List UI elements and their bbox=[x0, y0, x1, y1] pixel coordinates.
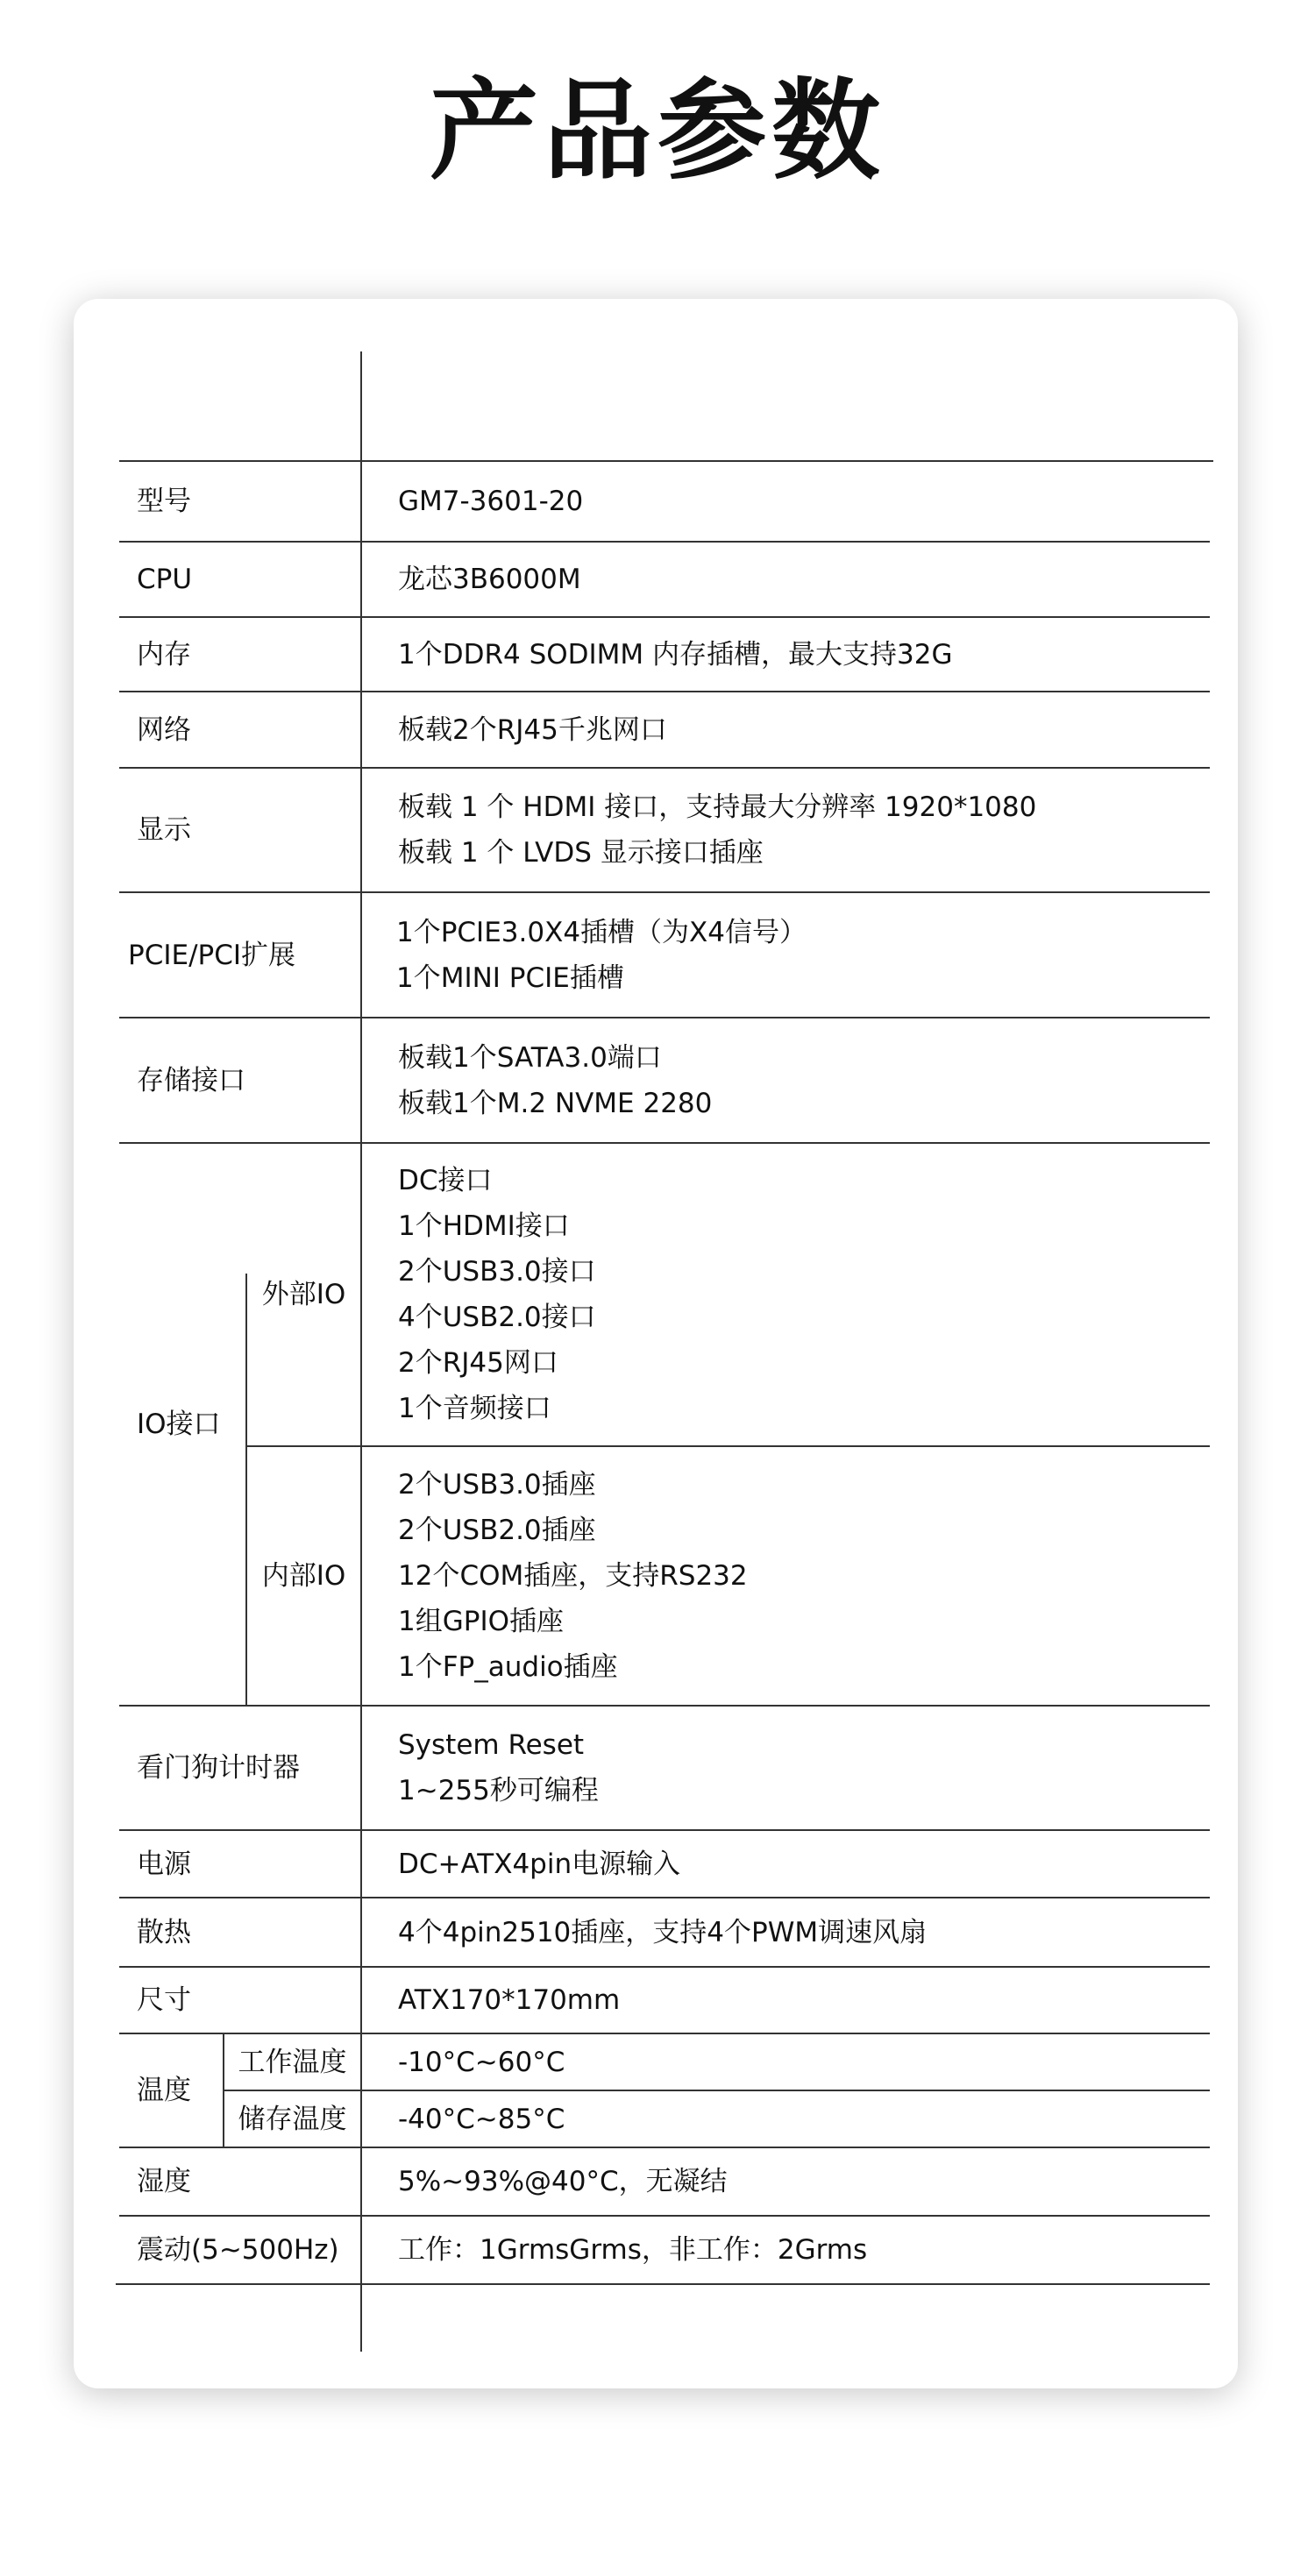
row-vibration-value: 工作：1GrmsGrms，非工作：2Grms bbox=[398, 2234, 868, 2266]
io-external-line: 4个USB2.0接口 bbox=[398, 1302, 596, 1333]
row-size-value: ATX170*170mm bbox=[398, 1984, 621, 2016]
io-external-line: DC接口 bbox=[398, 1165, 493, 1196]
row-humidity-value: 5%~93%@40°C，无凝结 bbox=[398, 2166, 728, 2197]
row-network-label: 网络 bbox=[137, 713, 191, 746]
io-external-line: 1个HDMI接口 bbox=[398, 1210, 570, 1242]
row-power-label: 电源 bbox=[137, 1848, 191, 1880]
row-display-label: 显示 bbox=[137, 814, 191, 846]
io-internal-line: 1个FP_audio插座 bbox=[398, 1651, 618, 1683]
pcie-line: 1个PCIE3.0X4插槽（为X4信号） bbox=[396, 916, 807, 948]
row-model-value: GM7-3601-20 bbox=[398, 486, 584, 517]
page-title: 产品参数 bbox=[429, 68, 885, 195]
row-cooling-label: 散热 bbox=[137, 1916, 191, 1948]
row-size-label: 尺寸 bbox=[137, 1984, 191, 2016]
row-io-internal-label: 内部IO bbox=[261, 1560, 346, 1592]
row-watchdog-label: 看门狗计时器 bbox=[137, 1752, 300, 1784]
row-watchdog-value bbox=[398, 1706, 1205, 1830]
row-temperature-storage-value: -40°C~85°C bbox=[398, 2103, 565, 2135]
row-temperature-operating-value: -10°C~60°C bbox=[398, 2046, 565, 2078]
row-cpu-label: CPU bbox=[137, 564, 193, 595]
watchdog-line: System Reset bbox=[398, 1729, 585, 1761]
row-pcie-label: PCIE/PCI扩展 bbox=[128, 939, 295, 971]
row-temperature-label: 温度 bbox=[137, 2075, 191, 2106]
row-humidity-label: 湿度 bbox=[137, 2166, 191, 2197]
display-line: 板载 1 个 LVDS 显示接口插座 bbox=[398, 837, 764, 869]
row-memory-label: 内存 bbox=[137, 638, 191, 671]
row-memory-value: 1个DDR4 SODIMM 内存插槽，最大支持32G bbox=[398, 638, 953, 671]
row-io-external-label: 外部IO bbox=[261, 1279, 346, 1310]
storage-line: 板载1个M.2 NVME 2280 bbox=[398, 1087, 713, 1119]
row-vibration-label: 震动(5~500Hz) bbox=[137, 2234, 339, 2266]
row-temperature-storage-label: 储存温度 bbox=[238, 2103, 347, 2135]
row-io-label: IO接口 bbox=[137, 1409, 221, 1440]
row-model-label: 型号 bbox=[137, 486, 191, 517]
io-external-line: 1个音频接口 bbox=[398, 1393, 551, 1424]
row-cpu-value: 龙芯3B6000M bbox=[398, 564, 581, 595]
spec-card bbox=[74, 299, 1238, 2388]
pcie-line: 1个MINI PCIE插槽 bbox=[396, 962, 624, 994]
row-storage-value bbox=[398, 1018, 1205, 1143]
row-display-value bbox=[398, 768, 1205, 892]
io-external-line: 2个RJ45网口 bbox=[398, 1347, 558, 1379]
io-internal-line: 1组GPIO插座 bbox=[398, 1606, 564, 1637]
io-internal-line: 2个USB3.0插座 bbox=[398, 1469, 596, 1501]
row-io-internal-value bbox=[398, 1446, 1205, 1706]
row-network-value: 板载2个RJ45千兆网口 bbox=[398, 713, 667, 746]
row-pcie-value bbox=[396, 892, 1203, 1018]
io-internal-line: 12个COM插座，支持RS232 bbox=[398, 1560, 748, 1592]
watchdog-line: 1~255秒可编程 bbox=[398, 1775, 599, 1806]
io-internal-line: 2个USB2.0插座 bbox=[398, 1515, 596, 1546]
storage-line: 板载1个SATA3.0端口 bbox=[398, 1041, 662, 1074]
row-io-external-value bbox=[398, 1143, 1205, 1446]
row-cooling-value: 4个4pin2510插座，支持4个PWM调速风扇 bbox=[398, 1916, 928, 1948]
display-line: 板载 1 个 HDMI 接口，支持最大分辨率 1920*1080 bbox=[398, 791, 1037, 823]
io-external-line: 2个USB3.0接口 bbox=[398, 1256, 596, 1288]
row-temperature-operating-label: 工作温度 bbox=[238, 2046, 347, 2078]
row-storage-label: 存储接口 bbox=[137, 1064, 245, 1096]
row-power-value: DC+ATX4pin电源输入 bbox=[398, 1848, 681, 1880]
